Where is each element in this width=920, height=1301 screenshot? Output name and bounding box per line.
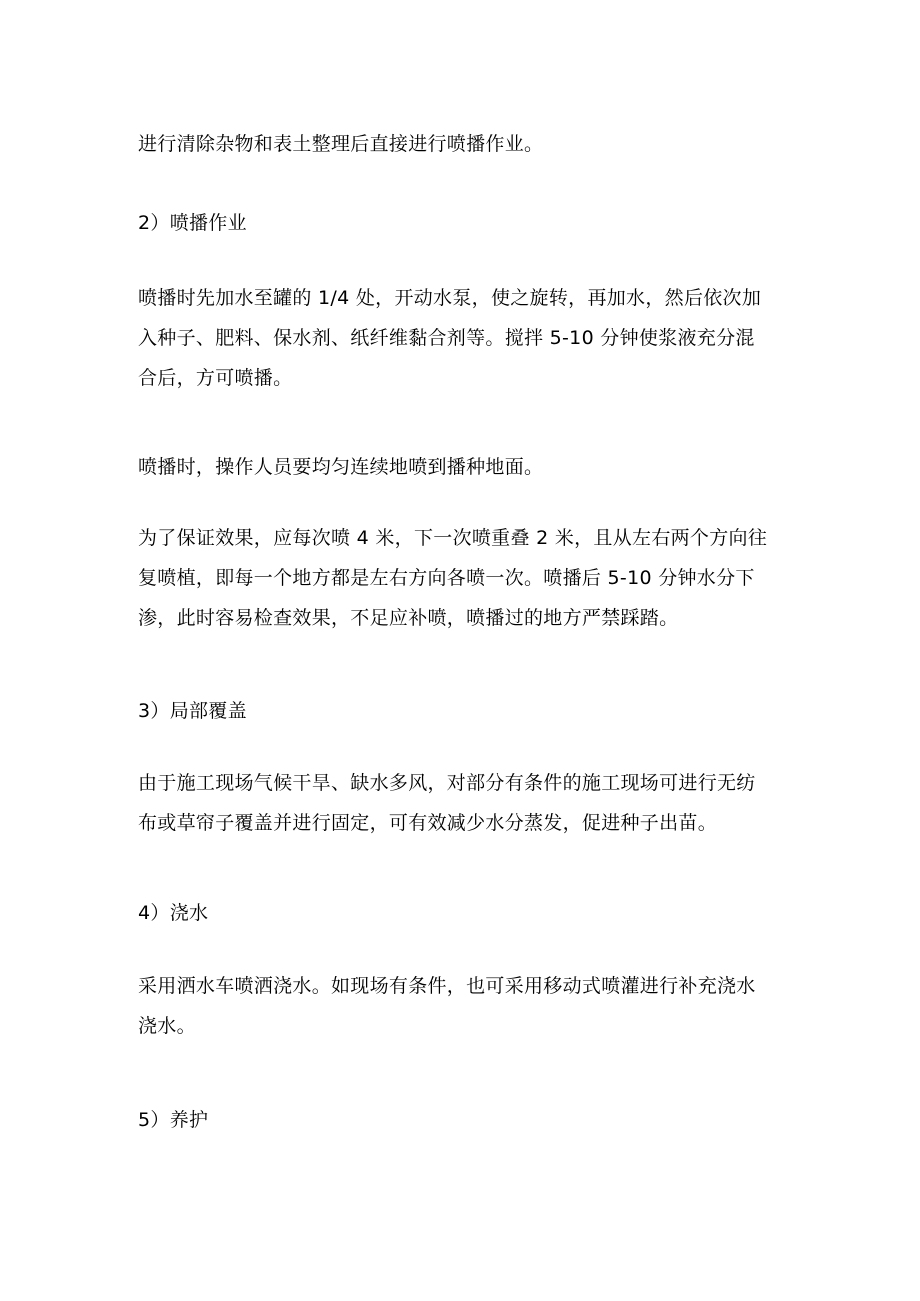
heading-text: 2）喷播作业 (138, 212, 247, 234)
text-line: 复喷植，即每一个地方都是左右方向各喷一次。喷播后 5-10 分钟水分下 (138, 567, 755, 589)
section-heading-4 (138, 893, 786, 933)
text-line: 喷播时先加水至罐的 1/4 处，开动水泵，使之旋转，再加水，然后依次加 (138, 287, 762, 309)
text-line: 渗，此时容易检查效果，不足应补喷，喷播过的地方严禁踩踏。 (138, 607, 679, 629)
paragraph-spray-procedure (138, 278, 786, 398)
paragraph-covering (138, 763, 786, 843)
paragraph-watering (138, 966, 786, 1046)
heading-text: 5）养护 (138, 1109, 209, 1131)
text-line: 采用洒水车喷洒浇水。如现场有条件，也可采用移动式喷灌进行补充浇水 (138, 975, 756, 997)
text-line: 进行清除杂物和表土整理后直接进行喷播作业。 (138, 133, 544, 155)
text-line: 浇水。 (138, 1015, 196, 1037)
text-line: 入种子、肥料、保水剂、纸纤维黏合剂等。搅拌 5-10 分钟使浆液充分混 (138, 327, 755, 349)
text-line: 为了保证效果，应每次喷 4 米，下一次喷重叠 2 米，且从左右两个方向往 (138, 527, 768, 549)
paragraph-intro (138, 124, 786, 164)
paragraph-spray-effect (138, 518, 786, 638)
section-heading-3 (138, 691, 786, 731)
heading-text: 3）局部覆盖 (138, 700, 247, 722)
text-line: 由于施工现场气候干旱、缺水多风，对部分有条件的施工现场可进行无纺 (138, 772, 756, 794)
text-line: 喷播时，操作人员要均匀连续地喷到播种地面。 (138, 456, 544, 478)
section-heading-5 (138, 1100, 786, 1140)
text-line: 合后，方可喷播。 (138, 367, 293, 389)
text-line: 布或草帘子覆盖并进行固定，可有效减少水分蒸发，促进种子出苗。 (138, 812, 718, 834)
paragraph-spray-operation (138, 447, 786, 487)
section-heading-2 (138, 203, 786, 243)
heading-text: 4）浇水 (138, 902, 209, 924)
